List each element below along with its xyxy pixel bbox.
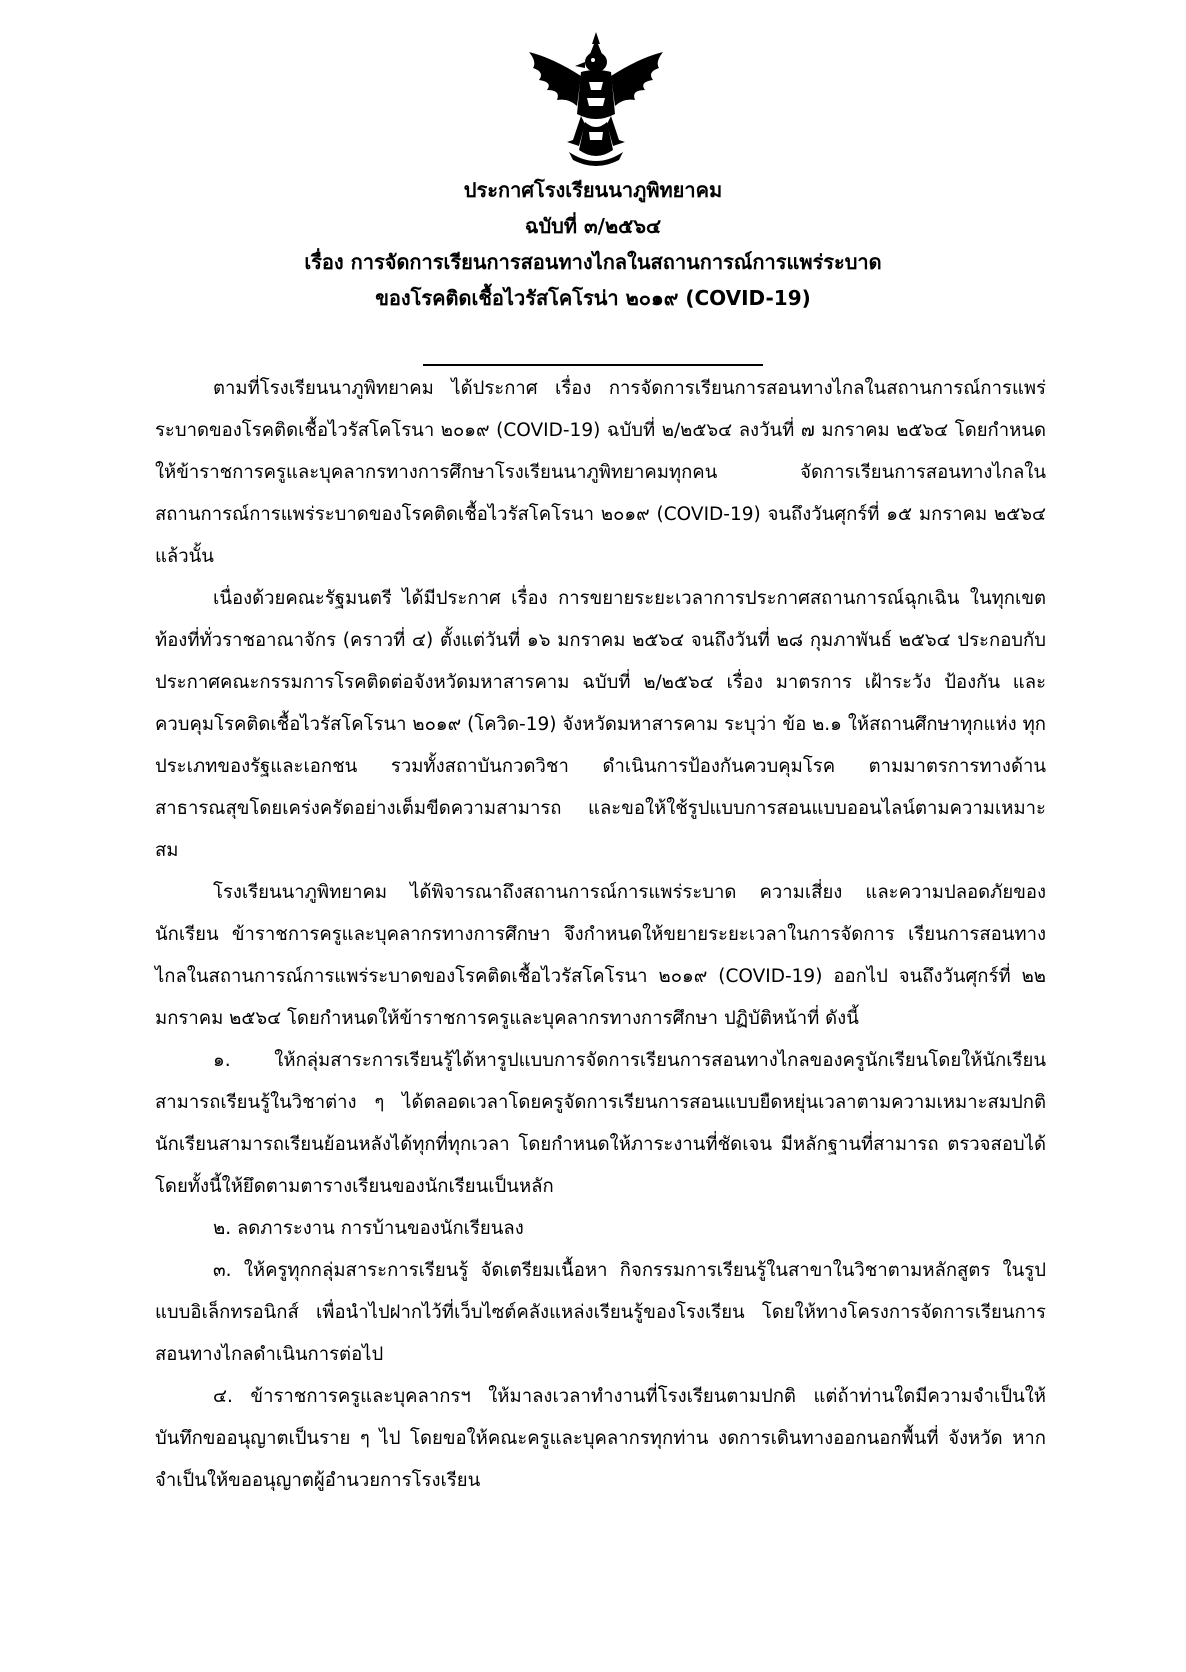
list-item-3: ๓. ให้ครูทุกกลุ่มสาระการเรียนรู้ จัดเตรียมเนื้อหา กิจกรรมการเรียนรู้ในสาขาในวิชาตามหลักสูตร ในรูปแบบอิเล็กทรอนิกส์ เพื่อนำไปฝากไว้ที่เว็บไซต์คลังแหล่งเรียนรู้ของโรงเรียน โดยให้ทางโครงการจัดการเรียนการสอนทางไกลดำเนินการต่อไป (155, 1260, 1046, 1365)
announcement-subject-line-1: เรื่อง การจัดการเรียนการสอนทางไกลในสถานการณ์การแพร่ระบาด (304, 250, 882, 274)
list-item-2: ๒. ลดภาระงาน การบ้านของนักเรียนลง (213, 1218, 524, 1239)
paragraph-cabinet-announcement: เนื่องด้วยคณะรัฐมนตรี ได้มีประกาศ เรื่อง การขยายระยะเวลาการประกาศสถานการณ์ฉุกเฉิน ในทุกเขตท้องที่ทั่วราชอาณาจักร (คราวที่ ๔) ตั้งแต่วันที่ ๑๖ มกราคม ๒๕๖๔ จนถึงวันที่ ๒๘ กุมภาพันธ์ ๒๕๖๔ ประกอบกับ ประกาศคณะกรรมการโรคติดต่อจังหวัดมหาสารคาม ฉบับที่ ๒/๒๕๖๔ เรื่อง มาตรการ เฝ้าระวัง ป้องกัน และควบคุมโรคติดเชื้อไวรัสโคโรนา ๒๐๑๙ (โควิด-19) จังหวัดมหาสารคาม ระบุว่า ข้อ ๒.๑ ให้สถานศึกษาทุกแห่ง ทุกประเภทของรัฐและเอกชน รวมทั้งสถาบันกวดวิชา ดำเนินการป้องกันควบคุมโรค ตามมาตรการทางด้านสาธารณสุขโดยเคร่งครัดอย่างเต็มขีดความสามารถ และขอให้ใช้รูปแบบการสอนแบบออนไลน์ตามความเหมาะสม (155, 588, 1046, 861)
announcement-title: ประกาศโรงเรียนนาภูพิทยาคม (463, 178, 723, 202)
paragraph-school-decision: โรงเรียนนาภูพิทยาคม ได้พิจารณาถึงสถานการณ์การแพร่ระบาด ความเสี่ยง และความปลอดภัยของนักเรียน ข้าราชการครูและบุคลากรทางการศึกษา จึงกำหนดให้ขยายระยะเวลาในการจัดการ เรียนการสอนทางไกลในสถานการณ์การแพร่ระบาดของโรคติดเชื้อไวรัสโคโรนา ๒๐๑๙ (COVID-19) ออกไป จนถึงวันศุกร์ที่ ๒๒ มกราคม ๒๕๖๔ โดยกำหนดให้ข้าราชการครูและบุคลากรทางการศึกษา ปฏิบัติหน้าที่ ดังนี้ (155, 882, 1046, 1029)
paragraph-background: ตามที่โรงเรียนนาภูพิทยาคม ได้ประกาศ เรื่อง การจัดการเรียนการสอนทางไกลในสถานการณ์การแพร่ระบาดของโรคติดเชื้อไวรัสโคโรนา ๒๐๑๙ (COVID-19) ฉบับที่ ๒/๒๕๖๔ ลงวันที่ ๗ มกราคม ๒๕๖๔ โดยกำหนดให้ข้าราชการครูและบุคลากรทางการศึกษาโรงเรียนนาภูพิทยาคมทุกคน จัดการเรียนการสอนทางไกลในสถานการณ์การแพร่ระบาดของโรคติดเชื้อไวรัสโคโรนา ๒๐๑๙ (COVID-19) จนถึงวันศุกร์ที่ ๑๕ มกราคม ๒๕๖๔ แล้วนั้น (155, 378, 1046, 567)
garuda-emblem-icon (523, 28, 669, 170)
announcement-header (100, 172, 1086, 316)
list-item-1: ๑. ให้กลุ่มสาระการเรียนรู้ได้หารูปแบบการจัดการเรียนการสอนทางไกลของครูนักเรียนโดยให้นักเรียนสามารถเรียนรู้ในวิชาต่าง ๆ ได้ตลอดเวลาโดยครูจัดการเรียนการสอนแบบยืดหยุ่นเวลาตามความเหมาะสมปกติ นักเรียนสามารถเรียนย้อนหลังได้ทุกที่ทุกเวลา โดยกำหนดให้ภาระงานที่ชัดเจน มีหลักฐานที่สามารถ ตรวจสอบได้ โดยทั้งนี้ให้ยึดตามตารางเรียนของนักเรียนเป็นหลัก (155, 1050, 1046, 1197)
announcement-body (155, 368, 1046, 1502)
announcement-subject-line-2: ของโรคติดเชื้อไวรัสโคโรน่า ๒๐๑๙ (COVID-19) (375, 286, 811, 310)
announcement-issue-number: ฉบับที่ ๓/๒๕๖๔ (524, 214, 662, 238)
list-item-4: ๔. ข้าราชการครูและบุคลากรฯ ให้มาลงเวลาทำงานที่โรงเรียนตามปกติ แต่ถ้าท่านใดมีความจำเป็นให้บันทึกขออนุญาตเป็นราย ๆ ไป โดยขอให้คณะครูและบุคลากรทุกท่าน งดการเดินทางออกนอกพื้นที่ จังหวัด หากจำเป็นให้ขออนุญาตผู้อำนวยการโรงเรียน (155, 1386, 1046, 1491)
header-separator-rule (423, 364, 763, 366)
